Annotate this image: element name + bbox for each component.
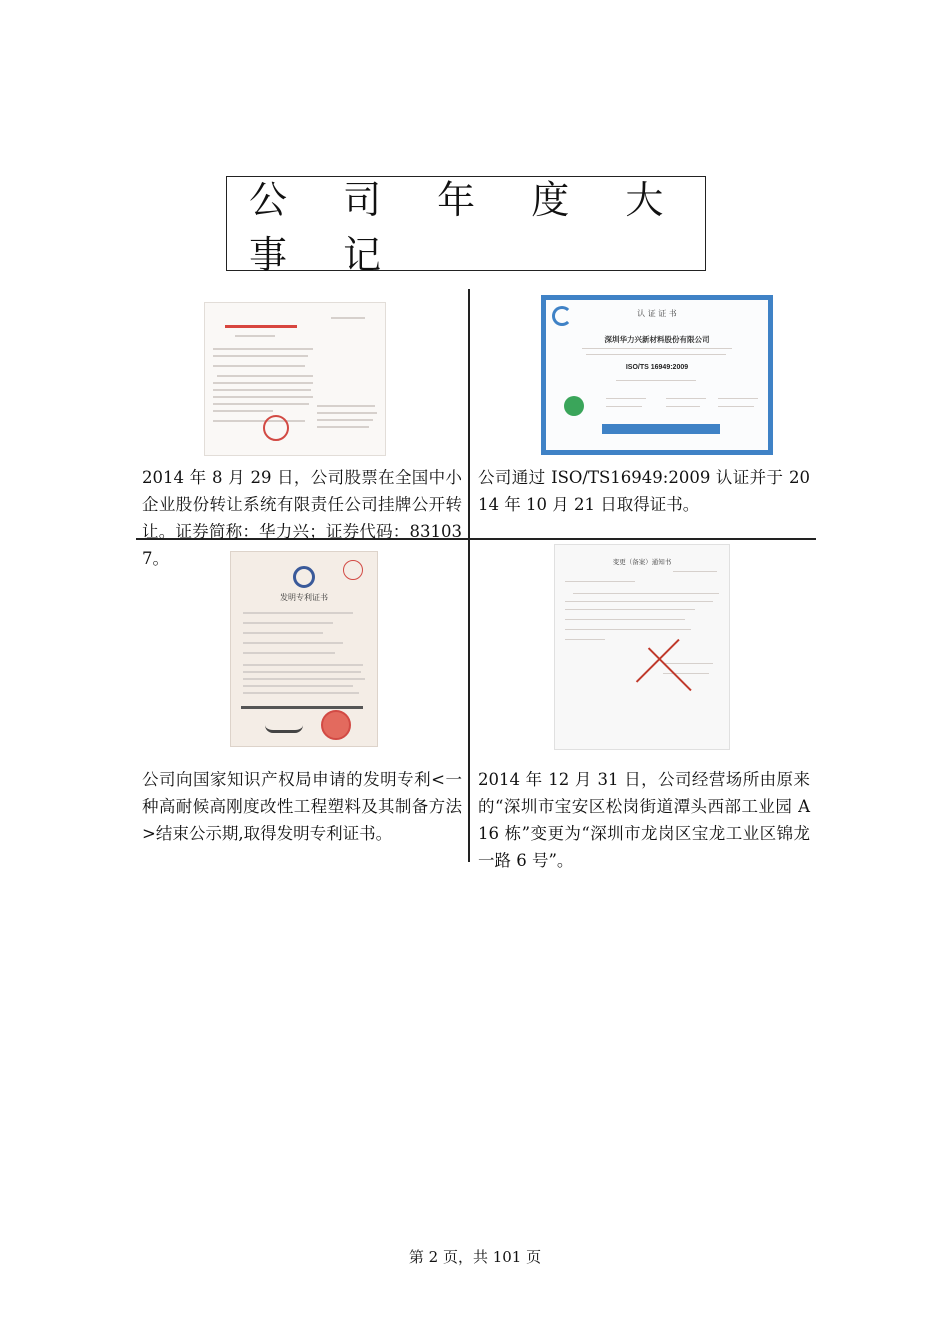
page-footer: 第 2 页，共 101 页	[408, 1248, 542, 1266]
page-title-box	[226, 176, 706, 277]
red-seal-icon	[263, 415, 289, 441]
notice-heading: 变更（备案）通知书	[612, 558, 672, 566]
cert-standard: ISO/TS 16949:2009	[625, 364, 689, 371]
event-4-text: 2014 年 12 月 31 日，公司经营场所由原来的“深圳市宝安区松岗街道潭头西部工业园 A16 栋”变更为“深圳市龙岗区宝龙工业区锦龙一路 6 号”。	[478, 770, 810, 870]
patent-seal-icon	[321, 710, 351, 740]
grid-divider-vertical-bottom	[468, 538, 470, 862]
cert-heading: 认 证 证 书	[637, 309, 677, 318]
grid-divider-vertical-top	[468, 289, 470, 538]
event-1-text: 2014 年 8 月 29 日，公司股票在全国中小企业股份转让系统有限责任公司挂牌公开转让。证券简称：华力兴；证券代码：831037。	[142, 468, 462, 568]
event-2-text: 公司通过 ISO/TS16949:2009 认证并于 2014 年 10 月 21 日取得证书。	[478, 468, 810, 514]
patent-certificate-image	[231, 552, 377, 746]
patent-emblem-icon	[293, 566, 315, 588]
signature-icon	[265, 714, 303, 733]
patent-heading: 发明专利证书	[280, 593, 328, 602]
listing-approval-letter-image	[205, 303, 385, 455]
iso-certificate-image	[541, 295, 773, 455]
event-3-text: 公司向国家知识产权局申请的发明专利<一种高耐候高刚度改性工程塑料及其制备方法>结束公示期,取得发明专利证书。	[142, 770, 462, 843]
page-title: 公 司 年 度 大 事 记	[249, 177, 686, 277]
cert-company: 深圳华力兴新材料股份有限公司	[604, 335, 710, 344]
change-notice-image	[555, 545, 729, 749]
globe-icon	[564, 396, 584, 416]
